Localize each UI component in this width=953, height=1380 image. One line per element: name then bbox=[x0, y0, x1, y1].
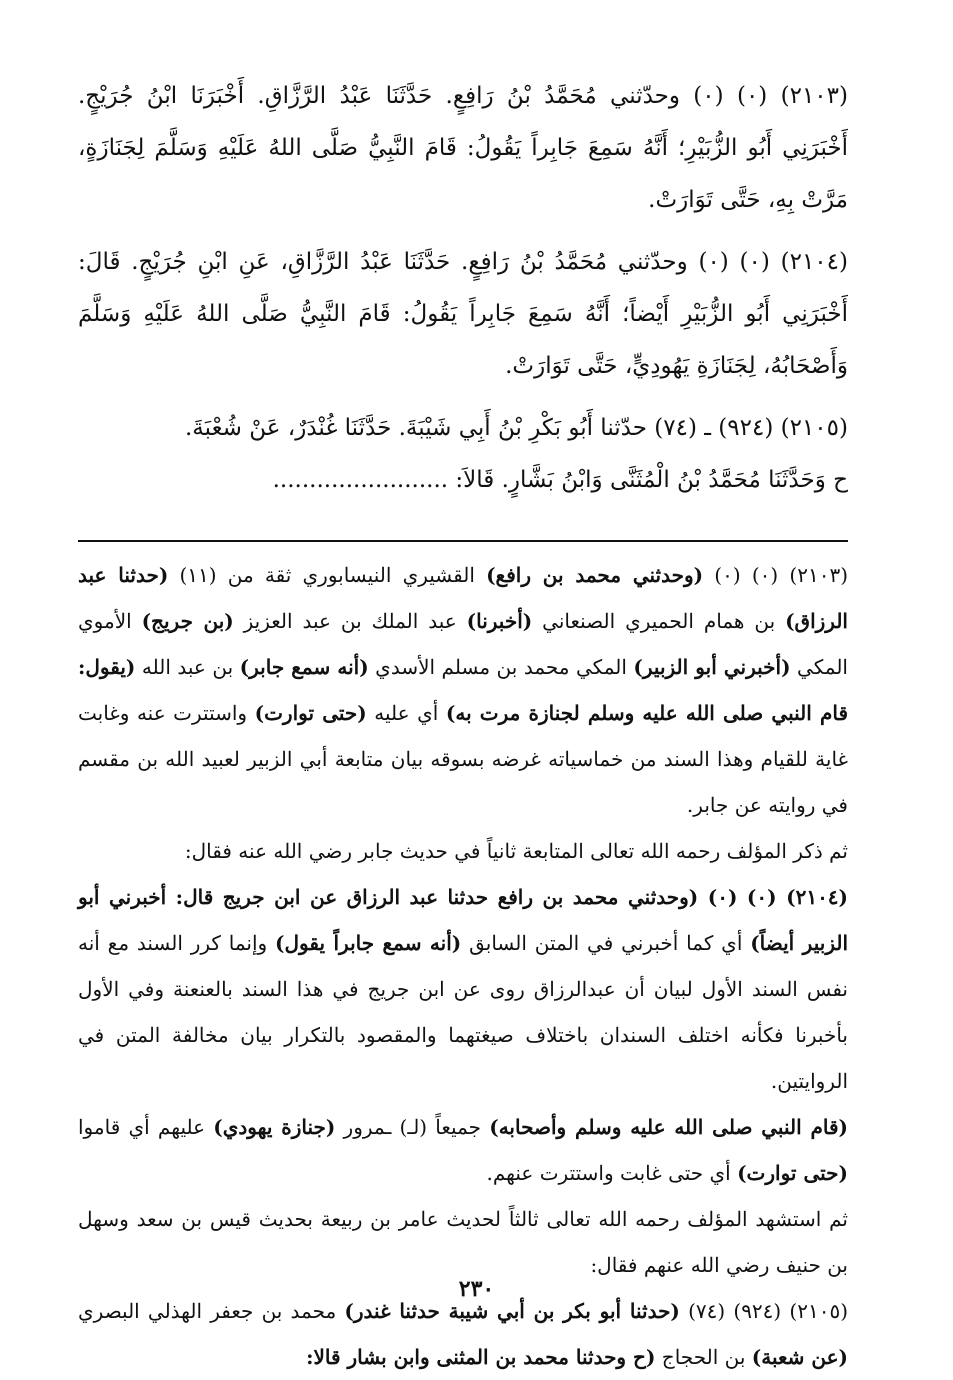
commentary-text: محمد بن جعفر الهذلي البصري bbox=[78, 1299, 345, 1323]
commentary-2103 bbox=[78, 552, 848, 828]
commentary-text: أي عليه bbox=[366, 701, 446, 725]
commentary-text: أي كما أخبرني في المتن السابق bbox=[461, 931, 751, 955]
hadith-text-section bbox=[78, 70, 848, 506]
commentary-transition-1: ثم ذكر المؤلف رحمه الله تعالى المتابعة ثانياً في حديث جابر رضي الله عنه فقال: bbox=[184, 839, 848, 863]
footnote-divider bbox=[78, 540, 848, 542]
hadith-2105-line-2-text: ح وَحَدَّثَنَا مُحَمَّدُ بْنُ الْمُثَنَّى وَابْنُ بَشَّارٍ. قَالاَ: bbox=[455, 467, 848, 493]
commentary-quote: (وحدثني محمد بن رافع) bbox=[486, 563, 704, 587]
commentary-text: بن الحجاج bbox=[655, 1345, 752, 1369]
commentary-quote: (بن جريج) bbox=[141, 609, 234, 633]
commentary-quote: (جنازة يهودي) bbox=[213, 1115, 336, 1139]
commentary-2104 bbox=[78, 874, 848, 1104]
hadith-2105-line-2 bbox=[78, 454, 848, 506]
continuation-dots: ........................ bbox=[272, 467, 449, 493]
commentary-quote: (أنه سمع جابراً يقول) bbox=[275, 931, 462, 955]
commentary-text: (٢١٠٥) (٩٢٤) (٧٤) bbox=[679, 1299, 848, 1323]
commentary-text: جميعاً (لـ) ـمرور bbox=[335, 1115, 490, 1139]
commentary-quote: (حتى توارت) bbox=[254, 701, 367, 725]
commentary-quote: (ح وحدثنا محمد بن المثنى وابن بشار قالا: bbox=[306, 1345, 656, 1369]
commentary-quote: (أنه سمع جابر) bbox=[239, 655, 369, 679]
commentary-text: عبد الملك بن عبد العزيز bbox=[233, 609, 467, 633]
commentary-quote: (أخبرني أبو الزبير) bbox=[633, 655, 791, 679]
commentary-text: (٢١٠٣) (٠) (٠) bbox=[703, 563, 849, 587]
hadith-2104: (٢١٠٤) (٠) (٠) وحدّثني مُحَمَّدُ بْنُ رَافِعٍ. حَدَّثَنَا عَبْدُ الرَّزَّاقِ، عَنِ ابْنِ جُرَيْجٍ. قَالَ: أَخْبَرَنِي أَبُو الزُّبَيْرِ أَيْضاً؛ أَنَّهُ سَمِعَ جَابِراً يَقُولُ: قَامَ النَّبِيُّ صَلَّى اللهُ عَلَيْهِ وَسَلَّمَ وَأَصْحَابُهُ، لِجَنَازَةِ يَهُودِيٍّ، حَتَّى تَوَارَتْ. bbox=[78, 249, 848, 379]
page-number: ٢٣٠ bbox=[458, 1276, 495, 1302]
commentary-text: الأموي المكي bbox=[78, 609, 848, 679]
commentary-section bbox=[78, 552, 848, 1380]
commentary-text: بن عبد الله bbox=[135, 655, 240, 679]
commentary-text: القشيري النيسابوري ثقة من (١١) bbox=[168, 563, 487, 587]
commentary-text: واستترت عنه وغابت غاية للقيام وهذا السند من خماسياته غرضه بسوقه بيان متابعة أبي الزبير لعبيد الله بن مقسم في روايته عن جابر. bbox=[78, 701, 848, 817]
commentary-transition-2: ثم استشهد المؤلف رحمه الله تعالى ثالثاً لحديث عامر بن ربيعة بحديث قيس بن سعد وسهل بن حنيف رضي الله عنهم فقال: bbox=[78, 1207, 848, 1277]
commentary-text: وإنما كرر السند مع أنه نفس السند الأول لبيان أن عبدالرزاق روى عن ابن جريج في هذا السند بالعنعنة وفي الأول بأخبرنا فكأنه اختلف السندان باختلاف صيغتهما والمقصود بالتكرار بيان مخالفة المتن في الروايتين. bbox=[78, 931, 848, 1093]
commentary-quote: (حدثنا عبد الرزاق) bbox=[78, 563, 848, 633]
hadith-2105-line-1: (٢١٠٥) (٩٢٤) ـ (٧٤) حدّثنا أَبُو بَكْرِ بْنُ أَبِي شَيْبَةَ. حَدَّثَنَا غُنْدَرٌ، عَنْ شُعْبَةَ. bbox=[184, 415, 848, 441]
commentary-quote: (عن شعبة) bbox=[751, 1345, 848, 1369]
commentary-text: بن همام الحميري الصنعاني bbox=[532, 609, 786, 633]
commentary-quote: (أخبرنا) bbox=[466, 609, 533, 633]
hadith-2105 bbox=[78, 402, 848, 506]
commentary-quote: (٢١٠٤) (٠) (٠) (وحدثني محمد بن رافع حدثنا عبد الرزاق عن ابن جريج قال: أخبرني أبو الزبير أيضاً) bbox=[78, 885, 849, 955]
commentary-text: أي حتى غابت واستترت عنهم. bbox=[486, 1161, 738, 1185]
commentary-quote: (حدثنا أبو بكر بن أبي شيبة حدثنا غندر) bbox=[344, 1299, 680, 1323]
commentary-quote: (حتى توارت) bbox=[737, 1161, 848, 1185]
commentary-text: المكي محمد بن مسلم الأسدي bbox=[368, 655, 634, 679]
commentary-quote: (يقول: قام النبي صلى الله عليه وسلم لجنازة مرت به) bbox=[78, 655, 849, 725]
commentary-quote: (قام النبي صلى الله عليه وسلم وأصحابه) bbox=[489, 1115, 848, 1139]
commentary-text: عليهم أي قاموا bbox=[78, 1115, 214, 1139]
hadith-2103: (٢١٠٣) (٠) (٠) وحدّثني مُحَمَّدُ بْنُ رَافِعٍ. حَدَّثَنَا عَبْدُ الرَّزَّاقِ. أَخْبَرَنَا ابْنُ جُرَيْجٍ. أَخْبَرَنِي أَبُو الزُّبَيْرِ؛ أَنَّهُ سَمِعَ جَابِراً يَقُولُ: قَامَ النَّبِيُّ صَلَّى اللهُ عَلَيْهِ وَسَلَّمَ لِجَنَازَةٍ، مَرَّتْ بِهِ، حَتَّى تَوَارَتْ. bbox=[78, 83, 848, 213]
commentary-2104-cont bbox=[78, 1104, 848, 1196]
